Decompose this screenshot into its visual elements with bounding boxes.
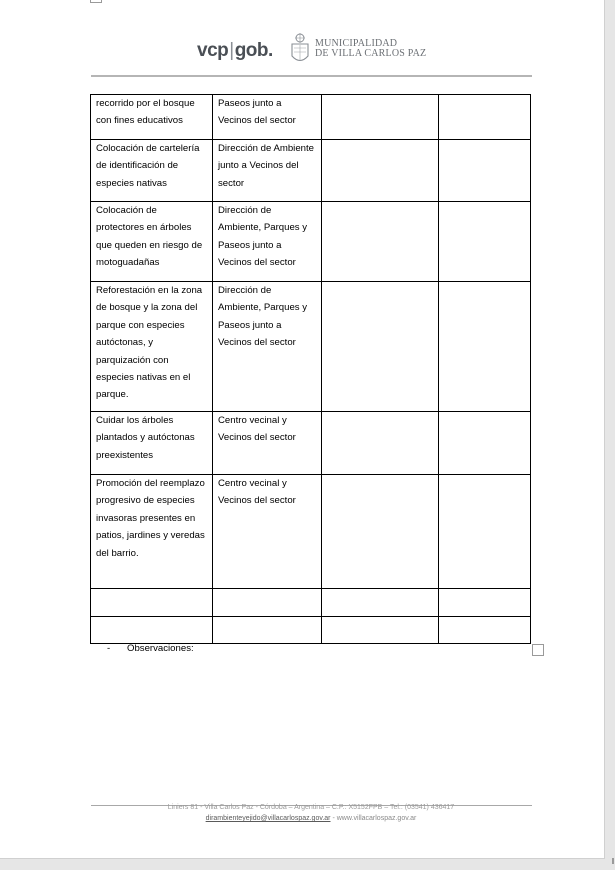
- text-boundary-mark: [90, 0, 102, 3]
- vcp-gob-logo: [197, 40, 273, 62]
- table-cell-empty: [322, 282, 439, 412]
- table-row: [91, 475, 531, 589]
- table-cell-action: Reforestación en la zona de bosque y la zona del parque con especies autóctonas, y parquización con especies nativas en el parque.: [91, 282, 213, 412]
- table-cell-responsible: Paseos junto a Vecinos del sector: [213, 95, 322, 140]
- header-divider: [91, 75, 532, 77]
- footer-website[interactable]: www.villacarlospaz.gov.ar: [336, 815, 417, 822]
- table-cell-empty: [91, 617, 213, 644]
- table-cell-empty: [213, 589, 322, 617]
- observaciones-line: [107, 643, 194, 654]
- table-cell-empty: [322, 202, 439, 282]
- table-cell-action: Colocación de protectores en árboles que queden en riesgo de motoguadañas: [91, 202, 213, 282]
- table-cell-empty: [322, 589, 439, 617]
- footer-address: Liniers 81 - Villa Carlos Paz - Córdoba – Argentina – C.P.: X5152FPB – Tel.: (03541) 436417: [167, 804, 455, 811]
- table-cell-empty: [322, 140, 439, 202]
- table-cell-empty: [322, 95, 439, 140]
- table-cell-responsible: Centro vecinal y Vecinos del sector: [213, 412, 322, 475]
- table-cell-action: Colocación de cartelería de identificación de especies nativas: [91, 140, 213, 202]
- footer-separator: -: [330, 815, 337, 822]
- actions-table: [90, 94, 531, 644]
- page-edge-mark: [612, 858, 614, 864]
- table-cell-action: Cuidar los árboles plantados y autóctonas preexistentes: [91, 412, 213, 475]
- table-cell-action: recorrido por el bosque con fines educativos: [91, 95, 213, 140]
- table-cell-empty: [91, 589, 213, 617]
- logo-gob-text: gob.: [234, 40, 273, 61]
- table-cell-empty: [322, 475, 439, 589]
- letterhead: [0, 30, 604, 66]
- text-boundary-mark: [532, 644, 544, 656]
- table-row: [91, 95, 531, 140]
- municipality-name: [315, 39, 426, 59]
- table-cell-responsible: Dirección de Ambiente, Parques y Paseos junto a Vecinos del sector: [213, 282, 322, 412]
- table-cell-empty: [439, 589, 531, 617]
- table-cell-empty: [439, 202, 531, 282]
- bullet-dash: -: [107, 643, 111, 654]
- table-cell-action: Promoción del reemplazo progresivo de especies invasoras presentes en patios, jardines y veredas del barrio.: [91, 475, 213, 589]
- table-cell-empty: [439, 95, 531, 140]
- municipal-crest-icon: [289, 32, 311, 66]
- table-row: [91, 140, 531, 202]
- table-cell-empty: [439, 282, 531, 412]
- footer-contact: [0, 815, 615, 822]
- table-row-empty: [91, 589, 531, 617]
- table-cell-empty: [439, 140, 531, 202]
- muni-line-2: DE VILLA CARLOS PAZ: [315, 48, 427, 59]
- footer-email-link[interactable]: dirambienteyejido@villacarlospaz.gov.ar: [205, 815, 331, 822]
- table-cell-empty: [439, 617, 531, 644]
- table-cell-empty: [213, 617, 322, 644]
- table-cell-responsible: Dirección de Ambiente junto a Vecinos del sector: [213, 140, 322, 202]
- logo-vcp-text: vcp: [197, 40, 229, 61]
- muni-line-1: MUNICIPALIDAD: [315, 38, 398, 49]
- logo-separator: |: [229, 40, 234, 61]
- table-cell-empty: [322, 412, 439, 475]
- table-row: [91, 412, 531, 475]
- table-cell-empty: [439, 475, 531, 589]
- observaciones-label: Observaciones:: [127, 643, 194, 654]
- table-row-empty: [91, 617, 531, 644]
- table-cell-empty: [439, 412, 531, 475]
- table-cell-responsible: Centro vecinal y Vecinos del sector: [213, 475, 322, 589]
- table-row: [91, 282, 531, 412]
- table-cell-responsible: Dirección de Ambiente, Parques y Paseos junto a Vecinos del sector: [213, 202, 322, 282]
- table-cell-empty: [322, 617, 439, 644]
- table-row: [91, 202, 531, 282]
